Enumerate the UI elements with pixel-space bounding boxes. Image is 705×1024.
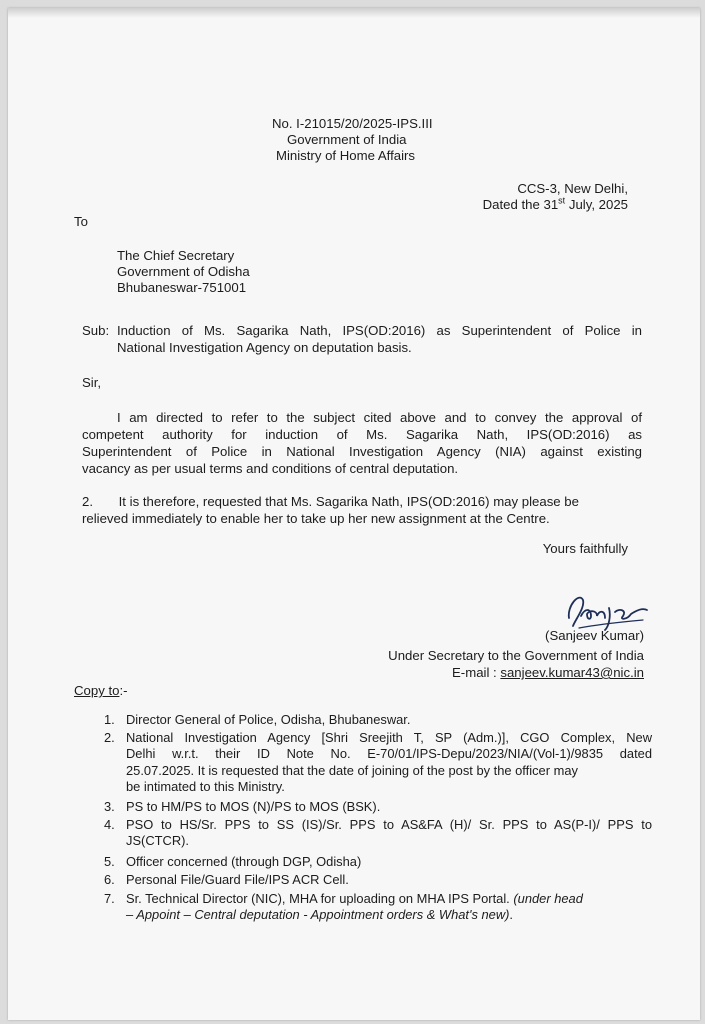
date: Dated the 31st July, 2025 xyxy=(482,195,628,212)
place: CCS-3, New Delhi, xyxy=(517,181,628,196)
to-label: To xyxy=(74,214,88,229)
closing: Yours faithfully xyxy=(542,541,628,556)
government-name: Government of India xyxy=(287,132,407,147)
page-fold-shadow xyxy=(8,8,700,18)
addressee-line1: The Chief Secretary xyxy=(117,248,235,263)
subject-label: Sub: xyxy=(82,323,110,338)
reference-number: No. I-21015/20/2025-IPS.III xyxy=(272,116,433,131)
signatory-email-row: E-mail : sanjeev.kumar43@nic.in xyxy=(452,665,644,680)
para2-line2: relieved immediately to enable her to take up her new assignment at the Centre. xyxy=(82,511,550,526)
salutation: Sir, xyxy=(82,375,102,390)
subject-line2: National Investigation Agency on deputation basis. xyxy=(117,340,412,355)
para2-line1: 2. It is therefore, requested that Ms. Sagarika Nath, IPS(OD:2016) may please be xyxy=(82,494,579,509)
para1-line3: Superintendent of Police in National Investigation Agency (NIA) against existing xyxy=(82,444,642,459)
para1-line2: competent authority for induction of Ms. Sagarika Nath, IPS(OD:2016) as xyxy=(82,427,642,442)
signatory-name: (Sanjeev Kumar) xyxy=(545,628,644,643)
addressee-line2: Government of Odisha xyxy=(117,264,250,279)
signature-mark-text xyxy=(520,624,521,625)
para1-line4: vacancy as per usual terms and conditions of central deputation. xyxy=(82,461,459,476)
signatory-designation: Under Secretary to the Government of India xyxy=(388,648,644,663)
copy-to-heading: Copy to:- xyxy=(74,683,128,698)
para1-line1: I am directed to refer to the subject cited above and to convey the approval of xyxy=(117,410,642,425)
letter-page: No. I-21015/20/2025-IPS.III Government of India Ministry of Home Affairs CCS-3, New Delhi, Dated the 31st July, 2025 To The Chief Secretary Government of Odisha Bhubaneswar-751001 Sub: Induction of Ms. Sagarika Nath, IPS(OD:2016) as Superintendent of Police in National Investigation Agency on deputation basis. Sir, I am directed to refer to the subject cited above and to convey the approval of competent authority for induction of Ms. Sagarika Nath, IPS(OD:2016) as Superintendent of Police in National Investigation Agency (NIA) against existing vacancy as per usual terms and conditions of central deputation. 2. It is therefore, requested that Ms. Sagarika Nath, IPS(OD:2016) may please be relieved immediately to enable her to take up her new assignment at the Centre. Yours faithfully (Sanjeev Kumar) Under Secretary to the Government of India E-mail : sanjeev.kumar43@nic.in Copy to:- 1. Director General of Police, Odisha, Bhubaneswar. 2. National Investigation Agency [Shri Sreejith T, SP (Adm.)], CGO Complex, New Delhi w.r.t. their ID Note No. E-70/01/IPS-Depu/2023/NIA/(Vol-1)/9835 dated 25.07.2025. It is requested that the date of joining of the post by the officer may be intimated to this Ministry. 3. PS to HM/PS to MOS (N)/PS to MOS (BSK). 4. PSO to HS/Sr. PPS to SS (IS)/Sr. PPS to AS&FA (H)/ Sr. PPS to AS(P-I)/ PPS to JS(CTCR). 5. Officer concerned (through DGP, Odisha) 6. Personal File/Guard File/IPS ACR Cell. 7. Sr. Technical Director (NIC), MHA for uploading on MHA IPS Portal. (under head – Appoint – Central deputation - Appointment orders & What's new). xyxy=(8,8,700,1020)
subject-line1: Induction of Ms. Sagarika Nath, IPS(OD:2016) as Superintendent of Police in xyxy=(117,323,642,338)
email-link[interactable]: sanjeev.kumar43@nic.in xyxy=(500,665,644,680)
addressee-line3: Bhubaneswar-751001 xyxy=(117,280,247,295)
ministry-name: Ministry of Home Affairs xyxy=(276,148,415,163)
